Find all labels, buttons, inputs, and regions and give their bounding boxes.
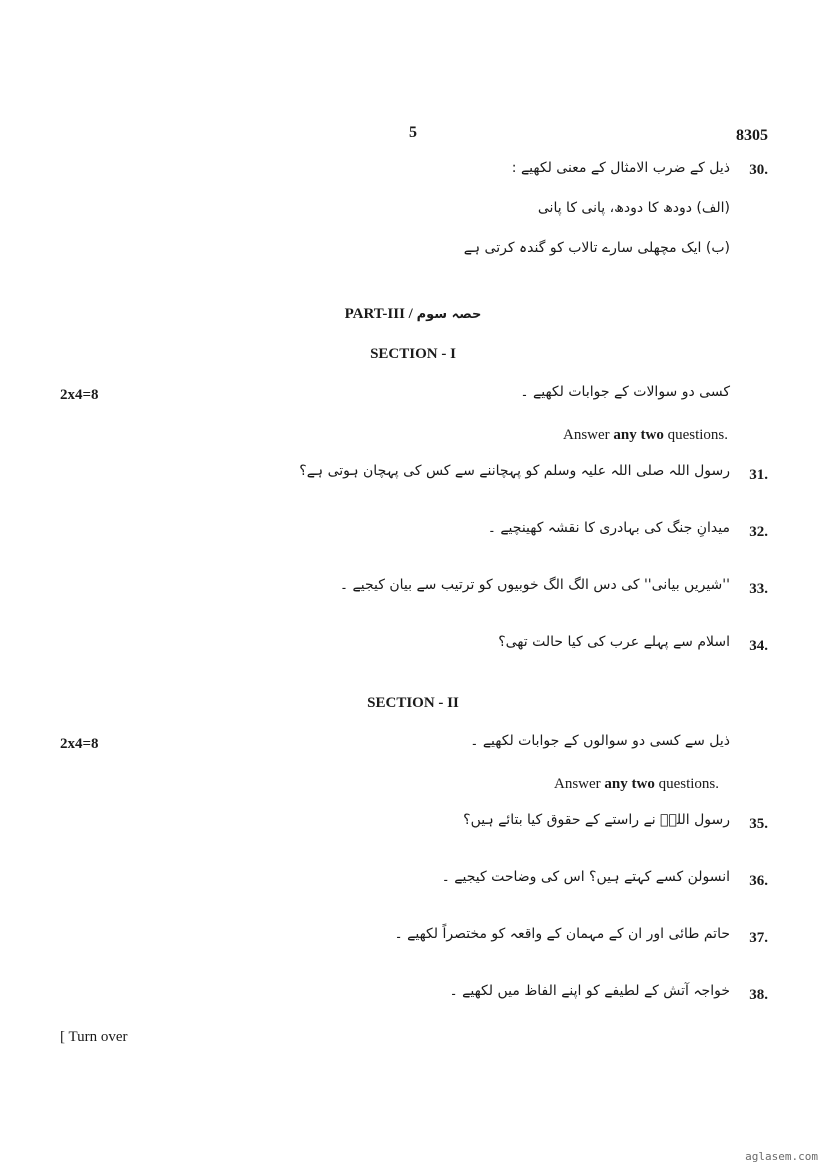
question-text: ذیل کے ضرب الامثال کے معنی لکھیے : [511, 160, 730, 176]
section-title: SECTION - II [367, 695, 459, 711]
question-number: 37. [749, 930, 768, 946]
question-text: حاتم طائی اور ان کے مہمان کے واقعہ کو مختصراً لکھیے ۔ [394, 926, 730, 942]
question-number: 38. [749, 987, 768, 1003]
part-heading [0, 306, 826, 323]
question-text: اسلام سے پہلے عرب کی کیا حالت تھی؟ [498, 634, 730, 650]
part-heading-en: PART-III / [344, 306, 413, 322]
instruction-urdu: کسی دو سوالات کے جوابات لکھیے ۔ [520, 384, 730, 400]
paper-code: 8305 [736, 127, 768, 144]
question-text: خواجہ آتش کے لطیفے کو اپنے الفاظ میں لکھیے ۔ [449, 983, 730, 999]
question-text: رسول اللہ صلی اللہ علیہ وسلم کو پہچاننے سے کس کی پہچان ہوتی ہے؟ [299, 463, 730, 479]
question-number: 32. [749, 524, 768, 540]
question-text: انسولن کسے کہتے ہیں؟ اس کی وضاحت کیجیے ۔ [441, 869, 730, 885]
marks-label: 2x4=8 [60, 736, 99, 752]
question-number: 31. [749, 467, 768, 483]
question-number: 33. [749, 581, 768, 597]
question-text: میدانِ جنگ کی بہادری کا نقشہ کھینچیے ۔ [487, 520, 730, 536]
question-number: 36. [749, 873, 768, 889]
watermark: aglasem.com [745, 1150, 818, 1163]
section-title: SECTION - I [370, 346, 456, 362]
question-text: رسول اللہؐ نے راستے کے حقوق کیا بتائے ہیں؟ [463, 812, 730, 828]
question-number: 35. [749, 816, 768, 832]
question-text: ''شیریں بیانی'' کی دس الگ الگ خوبیوں کو ترتیب سے بیان کیجیے ۔ [339, 577, 730, 593]
question-number: 30. [749, 162, 768, 178]
question-subpart-b: (ب) ایک مچھلی سارے تالاب کو گندہ کرتی ہے [463, 240, 730, 256]
instruction-english: Answer any two questions. [563, 427, 728, 443]
page-number: 5 [409, 124, 417, 141]
marks-label: 2x4=8 [60, 387, 99, 403]
question-subpart-a: (الف) دودھ کا دودھ، پانی کا پانی [537, 200, 730, 216]
instruction-english: Answer any two questions. [554, 776, 719, 792]
question-number: 34. [749, 638, 768, 654]
instruction-urdu: ذیل سے کسی دو سوالوں کے جوابات لکھیے ۔ [470, 733, 730, 749]
part-heading-ur: حصہ سوم [416, 307, 482, 322]
turn-over-note: [ Turn over [60, 1029, 128, 1045]
